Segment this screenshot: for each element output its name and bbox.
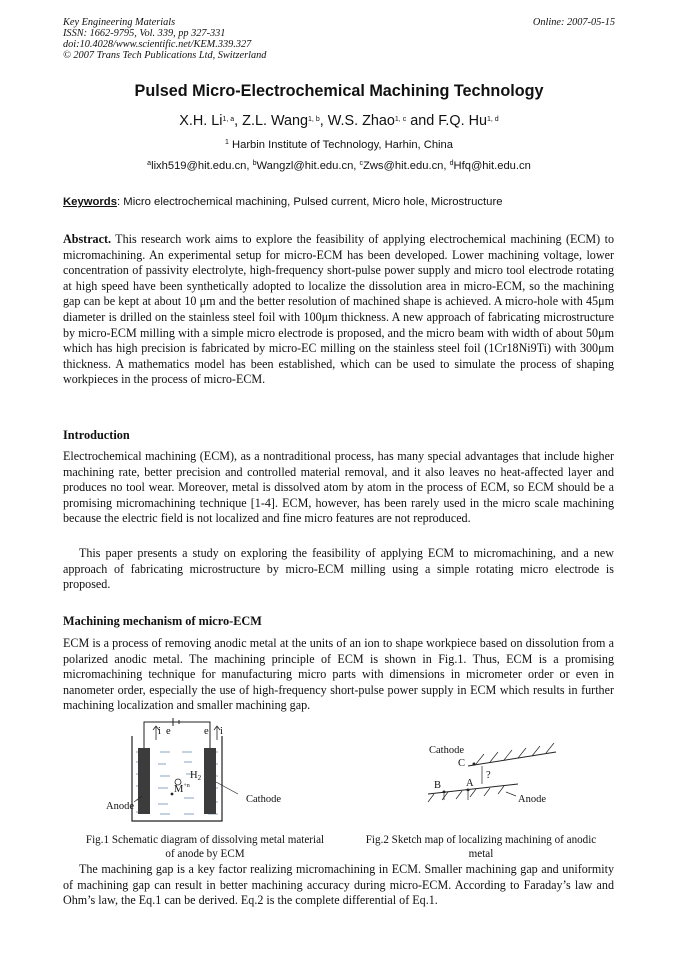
section-heading-mechanism: Machining mechanism of micro-ECM	[63, 614, 262, 628]
mechanism-paragraph-1: ECM is a process of removing anodic metal at the units of an ion to shape workpiece based on dissolution from a polarized anodic metal. The machining principle of ECM is shown in Fig.1. Thus, ECM is a promising micromachining technique for manufacturing micro parts with dimensions in micrometer order or even in nanometer order, especially the use of high-frequency short-pulse power supply in ECM which results in further machining localization and smaller machining gap.	[63, 636, 614, 713]
issn-line: ISSN: 1662-9795, Vol. 339, pp 327-331	[63, 28, 226, 39]
intro-paragraph-1: Electrochemical machining (ECM), as a nontraditional process, has many special advantages that include higher machining rate, better precision and controlled material removal, and it also leaves no heat-affected layer and produces no tool wear. Moreover, metal is dissolved atom by atom in the process of ECM, so ECM should be a promising micromachining technique [1-4]. ECM, however, has been rarely used in the micro scale machining because the electric field is not localized and fine micro features are not reproduced.	[63, 449, 614, 526]
author-sup: 1, b	[308, 116, 320, 123]
journal-header	[63, 17, 266, 61]
email-list: $^a$lixh519@hit.edu.cn, $^b$Wangzl@hit.edu.cn, $^c$Zws@hit.edu.cn, $^d$Hfq@hit.edu.cn	[147, 160, 531, 172]
journal-name: Key Engineering Materials	[63, 17, 176, 28]
fig2-label-cathode: Cathode	[429, 745, 464, 756]
abstract-label: Abstract.	[63, 232, 112, 246]
author-sup: 1, d	[487, 116, 499, 123]
keywords-text: Micro electrochemical machining, Pulsed current, Micro hole, Microstructure	[120, 196, 503, 208]
email-link[interactable]: Zws@hit.edu.cn	[363, 160, 444, 172]
paper-title: Pulsed Micro-Electrochemical Machining Technology	[134, 82, 544, 100]
fig2-label-b: B	[434, 780, 442, 791]
fig2-label-c: C	[458, 758, 466, 769]
author-name: F.Q. Hu	[438, 113, 487, 129]
email-link[interactable]: Wangzl@hit.edu.cn	[256, 160, 354, 172]
author-name: Z.L. Wang	[242, 113, 309, 129]
fig2-label-anode: Anode	[518, 794, 546, 805]
online-date: Online: 2007-05-15	[532, 17, 615, 28]
fig2-caption: Fig.2 Sketch map of localizing machining of anodic metal	[365, 834, 597, 860]
abstract	[63, 232, 614, 388]
fig1-label-anode: Anode	[106, 801, 134, 812]
section-heading-introduction: Introduction	[63, 428, 130, 442]
fig1-label-e: e	[204, 726, 209, 737]
author-name: W.S. Zhao	[327, 113, 395, 129]
fig1-diagram	[100, 718, 300, 826]
author-name: X.H. Li	[179, 113, 223, 129]
author-sup: 1, c	[394, 116, 407, 123]
fig2-label-a: A	[466, 778, 474, 789]
email-link[interactable]: lixh519@hit.edu.cn	[151, 160, 247, 172]
fig2-diagram	[420, 736, 560, 810]
author-list: X.H. Li$^{1, a}$, Z.L. Wang$^{1, b}$, W.S. Zhao$^{1, c}$ and F.Q. Hu$^{1, d}$	[179, 113, 499, 129]
intro-paragraph-2: This paper presents a study on exploring the feasibility of applying ECM to micromachining, and a new approach of fabricating microstructure by micro-ECM milling using a simple rotating micro electrode is proposed.	[63, 546, 614, 592]
fig1-label-i: i	[158, 726, 161, 737]
doi-line: doi:10.4028/www.scientific.net/KEM.339.327	[63, 39, 252, 50]
affiliation: $^1$ Harbin Institute of Technology, Harhin, China	[225, 139, 453, 151]
keywords-label: Keywords	[63, 196, 117, 208]
copyright-line: © 2007 Trans Tech Publications Ltd, Switzerland	[63, 50, 267, 61]
abstract-text: This research work aims to explore the feasibility of applying electrochemical machining (ECM) to micromachining. An experimental setup for micro-ECM has been developed. Lower machining voltage, lower concentration of passivity electrolyte, high-frequency short-pulse power supply and micro tool electrode rotating at high speed have been synthetically adopted to localize the dissolution area in micro-ECM, so the machining gap can be kept at about 10 μm and the better resolution of machined shape is achieved. A micro-hole with 45μm diameter is drilled on the stainless steel foil with 100μm thickness. A new approach of fabricating microstructure by micro-ECM milling with a simple micro electrode is proposed, and the micro beam with width of about 50μm which has high precision is fabricated by micro-EC milling on the stainless steel foil (1Cr18Ni9Ti) with 300μm thickness. A mathematics model has been established, which can be used to simulate the process of shaping workpieces in the process of micro-ECM.	[63, 232, 614, 387]
keywords: Keywords: Micro electrochemical machining, Pulsed current, Micro hole, Microstructure	[63, 196, 503, 208]
author-sup: 1, a	[222, 116, 235, 123]
fig1-label-cathode: Cathode	[246, 794, 281, 805]
fig1-label-e: e	[166, 726, 171, 737]
fig1-label-metal-ion: $M^{+n}$	[174, 783, 190, 795]
fig2-label-gap: ?	[486, 770, 491, 781]
fig1-label-i: i	[220, 726, 223, 737]
fig1-caption: Fig.1 Schematic diagram of dissolving metal material of anode by ECM	[85, 834, 325, 860]
email-link[interactable]: Hfq@hit.edu.cn	[453, 160, 531, 172]
fig1-label-h2: H2	[190, 770, 202, 782]
mechanism-paragraph-2: The machining gap is a key factor realizing micromachining in ECM. Smaller machining gap and uniformity of machining gap can result in better machining accuracy during micro-ECM. According to Faraday’s law and Ohm’s law, the Eq.1 can be derived. Eq.2 is the complete differential of Eq.1.	[63, 862, 614, 908]
